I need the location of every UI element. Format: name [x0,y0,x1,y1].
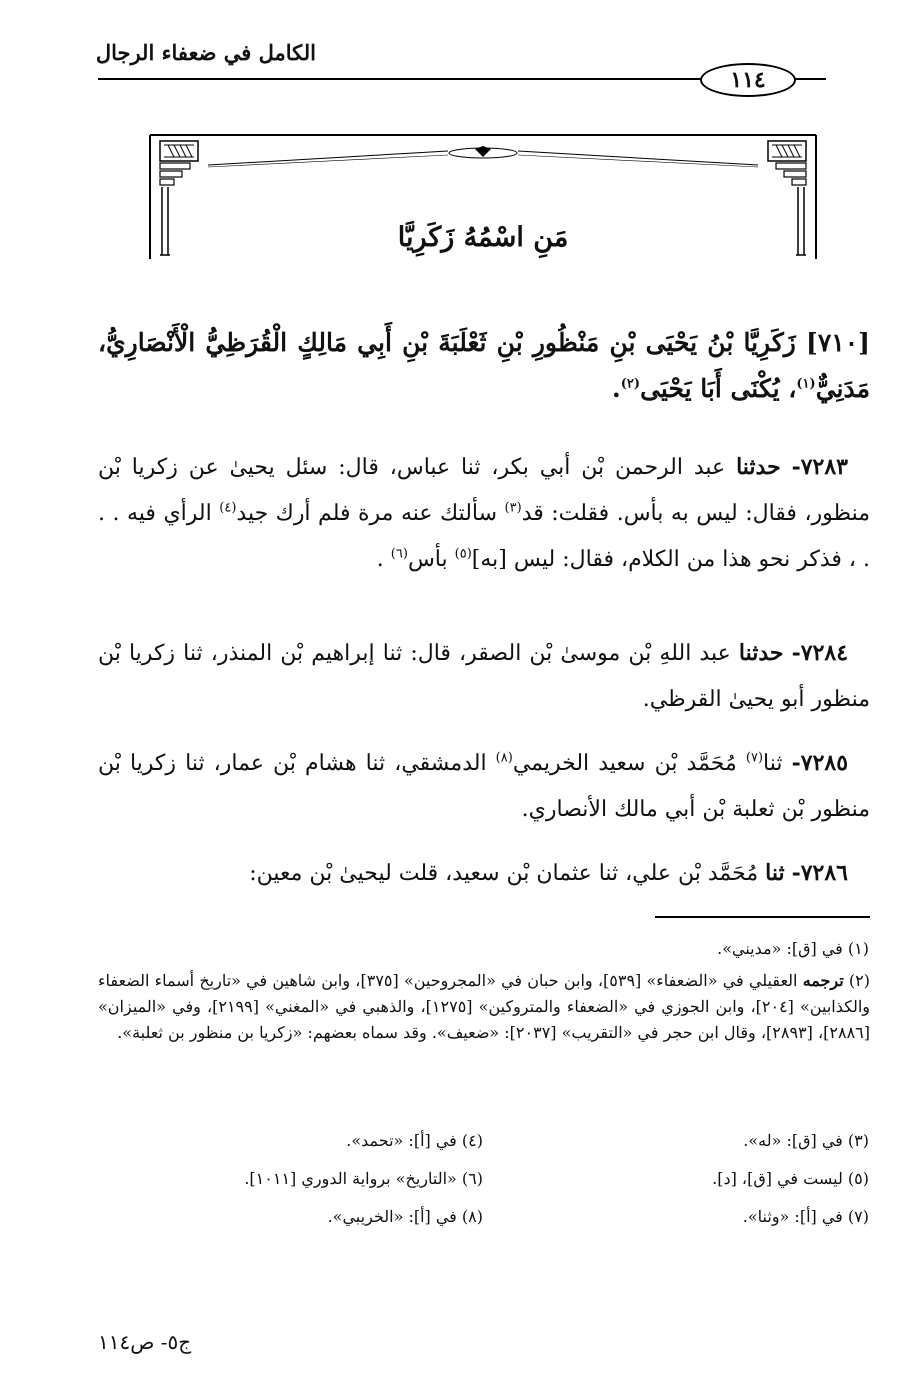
page-reference: ج٥- ص١١٤ [98,1330,192,1354]
hadith-number: ٧٢٨٦- [791,860,848,886]
hadith-entry: ٧٢٨٣- حدثنا عبد الرحمن بْن أبي بكر، ثنا عباس، قال: سئل يحيىٰ عن زكريا بْن منظور، فقال: ليس به بأس. فقلت: قد$^{(٣)}$ سألتك عنه مرة فلم أرك جيد$^{(٤)}$ الرأي فيه . . . ، فذكر نحو هذا من الكلام، فقال: ليس [به]$^{(٥)}$ بأس$^{(٦)}$ . [98,454,870,572]
footnote: (٦) «التاريخ» برواية الدوري [١٠١١]. [244,1169,483,1188]
footnote: (٨) في [أ]: «الخريبي». [327,1207,483,1226]
footnote: (١) في [ق]: «مديني». [717,939,869,958]
transmission-keyword: ثنا [765,860,785,886]
narrator-kunya: ، يُكْنَى أَبَا يَحْيَى [640,374,797,403]
footnote: (٥) ليست في [ق]، [د]. [712,1169,869,1188]
transmission-keyword: حدثنا [738,640,784,666]
hadith-entry: ٧٢٨٤- حدثنا عبد اللهِ بْن موسىٰ بْن الصقر، قال: ثنا إبراهيم بْن المنذر، ثنا زكريا بْن منظور أبو يحيىٰ القرظي. [98,640,870,712]
page-number: ١١٤ [700,63,796,97]
footnote-row [97,1128,869,1154]
hadith-entry: ٧٢٨٥- ثنا$^{(٧)}$ مُحَمَّد بْن سعيد الخريمي$^{(٨)}$ الدمشقي، ثنا هشام بْن عمار، ثنا زكريا بْن منظور بْن ثعلبة بْن أبي مالك الأنصاري. [98,750,870,822]
hadith-number: ٧٢٨٣- [791,454,848,480]
footnote: (٣) في [ق]: «له». [743,1131,869,1150]
footnote: (٧) في [أ]: «وثنا». [742,1207,869,1226]
footnote-ref: (٨) [495,750,513,766]
chapter-title: مَنِ اسْمُهُ زَكَرِيَّا [397,222,569,253]
footnote-ref: (٤) [219,500,237,516]
footnote: (٢) ترجمه العقيلي في «الضعفاء» [٥٣٩]، وابن حبان في «المجروحين» [٣٧٥]، وابن شاهين في «تاريخ أسماء الضعفاء والكذابين» [٢٠٤]، وابن الجوزي في «الضعفاء والمتروكين» [١٢٧٥]، والذهبي في «المغني» [٢١٩٩]، وفي «الميزان» [٢٨٨٦]، [٢٨٩٣]، وقال ابن حجر في «التقريب» [٢٠٣٧]: «ضعيف». وقد سماه بعضهم: «زكريا بن منظور بن ثعلبة». [98,971,871,1042]
footnote-separator [655,916,870,918]
footnote-ref: (١) [796,376,816,392]
entry-number: [٧١٠] [806,328,870,357]
running-title: الكامل في ضعفاء الرجال [95,40,316,65]
footnote-ref: (٢) [620,376,641,392]
footnote-ref: (٦) [390,546,408,562]
hadith-entry: ٧٢٨٦- ثنا مُحَمَّد بْن علي، ثنا عثمان بْن سعيد، قلت ليحيىٰ بْن معين: [249,860,848,886]
biography-heading: [٧١٠] زَكَرِيَّا بْنُ يَحْيَى بْنِ مَنْظُورِ بْنِ ثَعْلَبَةَ بْنِ أَبِي مَالِكٍ الْقُرَظِيُّ الْأَنْصَارِيُّ، مَدَنِيٌّ$^{(١)}$، يُكْنَى أَبَا يَحْيَى$^{(٢)}$. [98,328,870,403]
hadith-number: ٧٢٨٤- [791,640,849,666]
footnote-row [97,1204,869,1230]
hadith-number: ٧٢٨٥- [791,750,849,776]
narrator-name: زَكَرِيَّا بْنُ يَحْيَى بْنِ مَنْظُورِ بْنِ ثَعْلَبَةَ بْنِ أَبِي مَالِكٍ الْقُرَظِيُّ الْأَنْصَارِيُّ، مَدَنِيٌّ [98,328,870,403]
footnote-ref: (٧) [745,750,764,766]
footnote-ref: (٥) [454,546,472,562]
transmission-keyword: حدثنا [736,454,781,480]
footnote: (٤) في [أ]: «تحمد». [346,1131,483,1150]
footnote-row [97,1166,869,1192]
footnote-ref: (٣) [504,500,522,516]
